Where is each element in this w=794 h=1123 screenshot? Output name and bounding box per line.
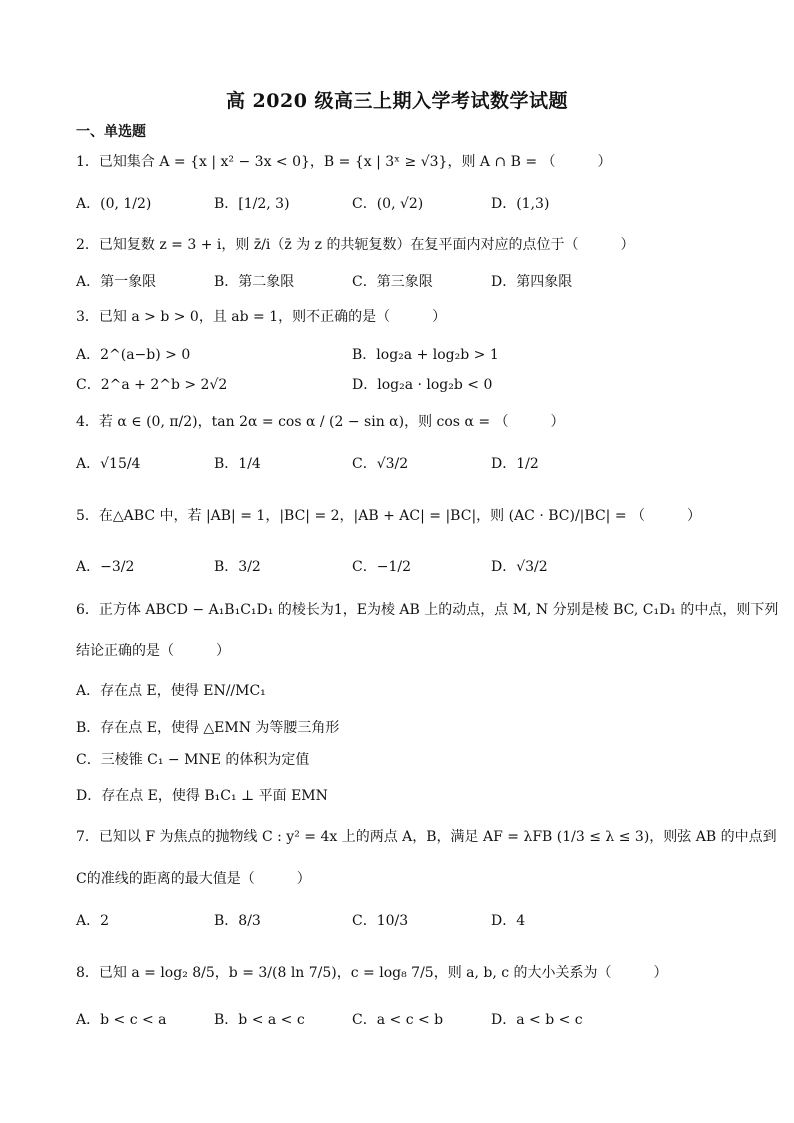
question-5-stem: 5．在△ABC 中，若 |AB| = 1，|BC| = 2，|AB + AC| = |BC|，则 (AC · BC)/|BC| = （ ） — [76, 508, 702, 524]
question-5-option-a: A．−3/2 — [76, 559, 135, 575]
question-2-stem: 2．已知复数 z = 3 + i，则 z̄/i（z̄ 为 z 的共轭复数）在复平面内对应的点位于（ ） — [76, 237, 635, 253]
question-4-stem: 4．若 α ∈ (0, π/2)，tan 2α = cos α / (2 − sin α)，则 cos α = （ ） — [76, 414, 565, 430]
question-4-option-a: A．√15/4 — [76, 456, 141, 472]
question-7-stem-line-2: C的准线的距离的最大值是（ ） — [76, 871, 311, 887]
question-2-option-b: B．第二象限 — [214, 274, 295, 290]
question-7-stem-line-1: 7．已知以 F 为焦点的抛物线 C : y² = 4x 上的两点 A，B，满足 AF = λFB (1/3 ≤ λ ≤ 3)，则弦 AB 的中点到 — [76, 829, 777, 845]
question-6-stem-line-1: 6．正方体 ABCD − A₁B₁C₁D₁ 的棱长为1，E为棱 AB 上的动点，点 M, N 分别是棱 BC, C₁D₁ 的中点，则下列 — [76, 602, 779, 618]
question-6-option-d: D．存在点 E，使得 B₁C₁ ⊥ 平面 EMN — [76, 788, 328, 804]
question-5-option-c: C．−1/2 — [352, 559, 411, 575]
question-4-option-b: B．1/4 — [214, 456, 261, 472]
question-3-option-c: C．2^a + 2^b > 2√2 — [76, 377, 228, 393]
question-1-stem: 1．已知集合 A = {x | x² − 3x < 0}，B = {x | 3ˣ ≥ √3}，则 A ∩ B = （ ） — [76, 154, 612, 170]
question-8-option-a: A．b < c < a — [76, 1012, 167, 1028]
question-1-option-c: C．(0, √2) — [352, 196, 424, 212]
question-8-option-b: B．b < a < c — [214, 1012, 305, 1028]
question-8-stem: 8．已知 a = log₂ 8/5，b = 3/(8 ln 7/5)，c = log₈ 7/5，则 a, b, c 的大小关系为（ ） — [76, 965, 668, 981]
question-3-option-a: A．2^(a−b) > 0 — [76, 347, 191, 363]
question-7-option-c: C．10/3 — [352, 913, 409, 929]
question-6-option-c: C．三棱锥 C₁ − MNE 的体积为定值 — [76, 752, 310, 768]
question-3-stem: 3．已知 a > b > 0，且 ab = 1，则不正确的是（ ） — [76, 309, 447, 325]
question-1-option-d: D．(1,3) — [491, 196, 550, 212]
question-7-option-a: A．2 — [76, 913, 110, 929]
question-3-option-d: D．log₂a · log₂b < 0 — [352, 377, 493, 393]
question-2-option-c: C．第三象限 — [352, 274, 433, 290]
question-3-option-b: B．log₂a + log₂b > 1 — [352, 347, 499, 363]
question-6-option-a: A．存在点 E，使得 EN//MC₁ — [76, 683, 266, 699]
question-8-option-c: C．a < c < b — [352, 1012, 444, 1028]
question-1-option-b: B．[1/2, 3) — [214, 196, 290, 212]
question-4-option-c: C．√3/2 — [352, 456, 409, 472]
question-2-option-d: D．第四象限 — [491, 274, 573, 290]
question-8-option-d: D．a < b < c — [491, 1012, 583, 1028]
question-6-stem-line-2: 结论正确的是（ ） — [76, 643, 230, 659]
question-7-option-b: B．8/3 — [214, 913, 261, 929]
question-6-option-b: B．存在点 E，使得 △EMN 为等腰三角形 — [76, 720, 340, 736]
question-4-option-d: D．1/2 — [491, 456, 539, 472]
page-title: 高 2020 级高三上期入学考试数学试题 — [225, 90, 569, 112]
question-5-option-b: B．3/2 — [214, 559, 261, 575]
question-1-option-a: A．(0, 1/2) — [76, 196, 152, 212]
question-7-option-d: D．4 — [491, 913, 526, 929]
question-5-option-d: D．√3/2 — [491, 559, 548, 575]
question-2-option-a: A．第一象限 — [76, 274, 157, 290]
section-heading: 一、单选题 — [76, 124, 146, 140]
